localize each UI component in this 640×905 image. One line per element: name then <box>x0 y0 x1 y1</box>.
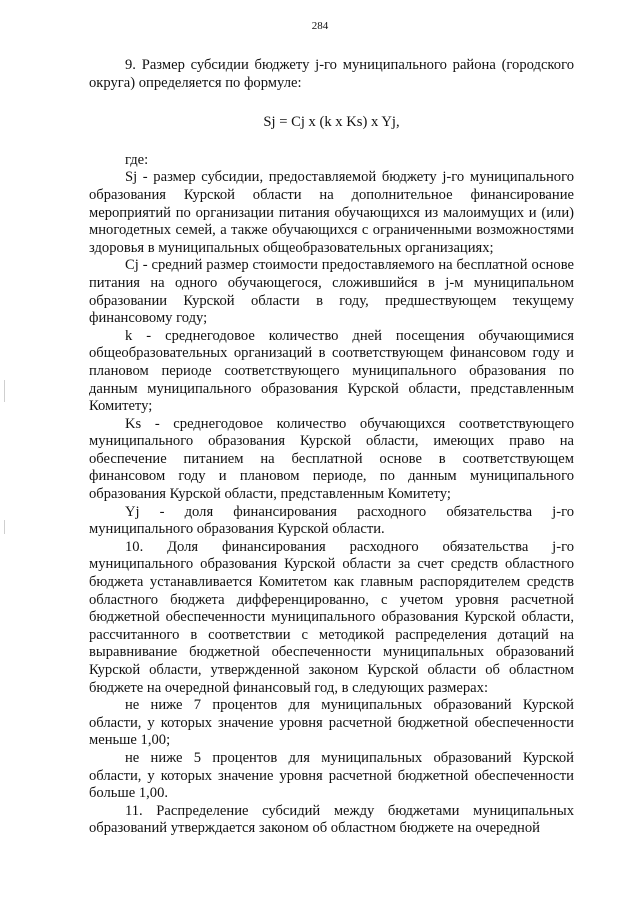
definition-ks: Ks - среднегодовое количество обучающихся соответствующего муниципального образования Курской области, имеющих право на обеспечение питанием на бесплатной основе в соответствующем финансовом году и плановом периоде, по данным муниципального образования Курской области, представленным Комитету; <box>89 415 574 503</box>
paragraph-item-9: 9. Размер субсидии бюджету j-го муниципального района (городского округа) определяется по формуле: <box>89 57 574 91</box>
definition-cj: Cj - средний размер стоимости предоставляемого на бесплатной основе питания на одного обучающегося, сложившийся в j-м муниципальном образовании Курской области в году, предшествующем текущему финансовому году; <box>89 257 574 327</box>
rate-item-7-percent: не ниже 7 процентов для муниципальных образований Курской области, у которых значение уровня расчетной бюджетной обеспеченности меньше 1,00; <box>89 697 574 749</box>
definition-sj: Sj - размер субсидии, предоставляемой бюджету j-го муниципального образования Курской области на дополнительное финансирование мероприятий по организации питания обучающихся из малоимущих и (или) многодетных семей, а также обучающихся с ограниченными возможностями здоровья в муниципальных общеобразовательных организациях; <box>89 169 574 256</box>
scan-margin-mark <box>4 380 5 402</box>
formula: Sj = Cj x (k x Ks) x Yj, <box>263 114 400 131</box>
formula-where-label: где: <box>125 151 149 168</box>
page-number: 284 <box>311 20 329 32</box>
definition-k: k - среднегодовое количество дней посещения обучающимися общеобразовательных организаций в соответствующем финансовом году и плановом периоде соответствующего муниципального образования по данным муниципального образования Курской области, представленным Комитету; <box>89 327 574 415</box>
rate-item-5-percent: не ниже 5 процентов для муниципальных образований Курской области, у которых значение уровня расчетной бюджетной обеспеченности больше 1,00. <box>89 749 574 802</box>
scan-margin-mark <box>4 520 5 534</box>
definition-yj: Yj - доля финансирования расходного обязательства j-го муниципального образования Курской области. <box>89 503 574 538</box>
paragraph-item-10: 10. Доля финансирования расходного обязательства j-го муниципального образования Курской области за счет средств областного бюджета устанавливается Комитетом как главным распорядителем средств областного бюджета дифференцированно, с учетом уровня расчетной бюджетной обеспеченности муниципального образования Курской области, рассчитанного в соответствии с методикой распределения дотаций на выравнивание бюджетной обеспеченности муниципальных образований Курской области, утвержденной законом Курской области об областном бюджете на очередной финансовый год, в следующих размерах: <box>89 538 574 696</box>
document-body <box>89 57 574 838</box>
paragraph-item-11: 11. Распределение субсидий между бюджетами муниципальных образований утверждается законом об областном бюджете на очередной <box>89 802 574 837</box>
